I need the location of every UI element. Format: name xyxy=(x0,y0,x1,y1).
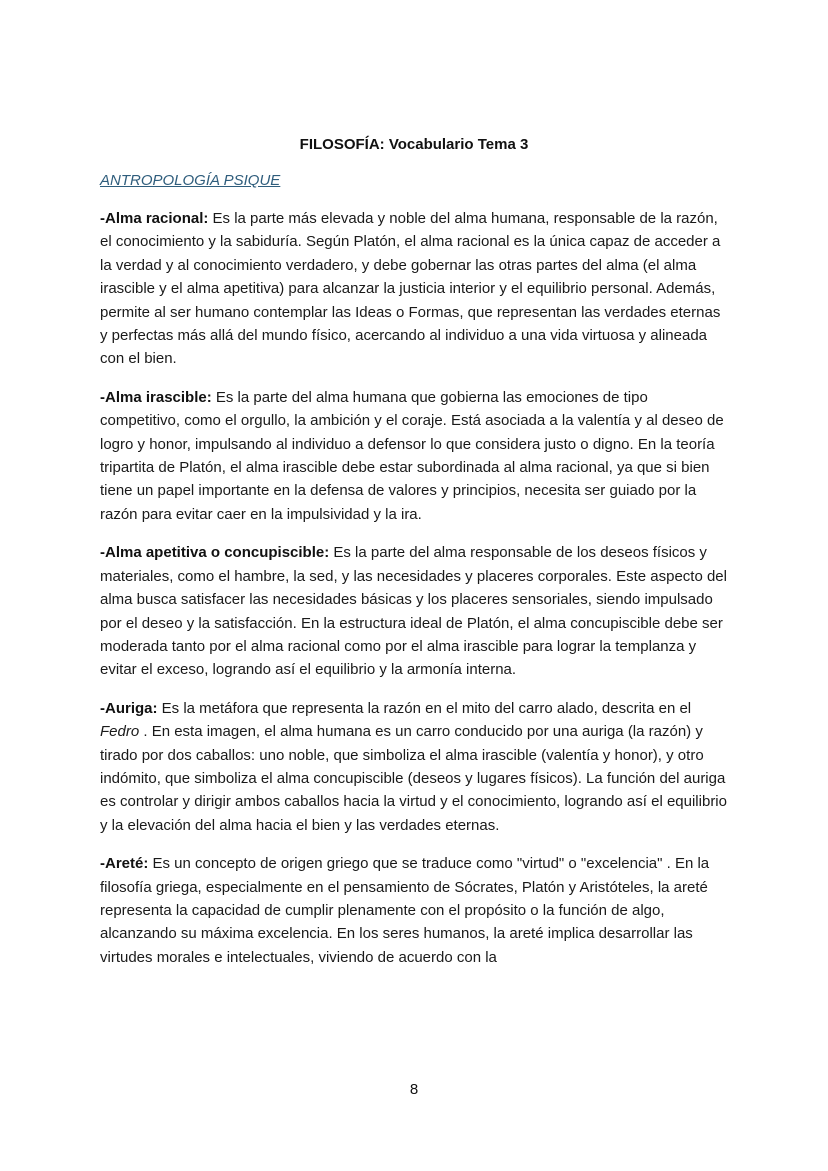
entry-arete xyxy=(100,852,730,969)
section-heading[interactable]: ANTROPOLOGÍA PSIQUE xyxy=(100,172,281,189)
term-label: -Alma apetitiva o concupiscible: xyxy=(100,544,330,562)
term-label: -Areté: xyxy=(100,855,149,873)
definition-text: Es la parte más elevada y noble del alma humana, responsable de la razón, el conocimiento y la sabiduría. Según Platón, el alma racional es la única capaz de acceder a la verdad y al conocimiento verdadero, y debe gobernar las otras partes del alma (el alma irascible y el alma apetitiva) para alcanzar la justicia interior y el equilibrio personal. Además, permite al ser humano contemplar las Ideas o Formas, que representan las verdades eternas y perfectas más allá del mundo físico, acercando al individuo a una vida virtuosa y alineada con el bien. xyxy=(100,210,721,368)
page-number: 8 xyxy=(409,1081,419,1098)
definition-text: Es un concepto de origen griego que se traduce como "virtud" o "excelencia" . En la filosofía griega, especialmente en el pensamiento de Sócrates, Platón y Aristóteles, la areté representa la capacidad de cumplir plenamente con el propósito o la función de algo, alcanzando su máxima excelencia. En los seres humanos, la areté implica desarrollar las virtudes morales e intelectuales, viviendo de acuerdo con la xyxy=(100,855,710,966)
entry-alma-irascible xyxy=(100,386,730,526)
work-title: Fedro xyxy=(100,723,140,741)
definition-text: Es la parte del alma responsable de los deseos físicos y materiales, como el hambre, la sed, y las necesidades y placeres corporales. Este aspecto del alma busca satisfacer las necesidades básicas y los placeres sensoriales, siendo impulsado por el deseo y la satisfacción. En la estructura ideal de Platón, el alma concupiscible debe ser moderada tanto por el alma racional como por el alma irascible para lograr la templanza y evitar el exceso, logrando así el equilibrio y la armonía interna. xyxy=(100,544,727,679)
definition-text: Es la parte del alma humana que gobierna las emociones de tipo competitivo, como el orgullo, la ambición y el coraje. Está asociada a la valentía y al deseo de logro y honor, impulsando al individuo a defensor lo que considera justo o digno. En la teoría tripartita de Platón, el alma irascible debe estar subordinada al alma racional, ya que si bien tiene un papel importante en la defensa de valores y principios, necesita ser guiado por la razón para evitar caer en la impulsividad y la ira. xyxy=(100,388,724,523)
entry-auriga xyxy=(100,697,730,837)
definition-text: . En esta imagen, el alma humana es un carro conducido por una auriga (la razón) y tirado por dos caballos: uno noble, que simboliza el alma irascible (valentía y honor), y otro indómito, que simboliza el alma concupiscible (deseos y lugares físicos). La función del auriga es controlar y dirigir ambos caballos hacia la virtud y el conocimiento, logrando así el equilibrio y la elevación del alma hacia el bien y las verdades eternas. xyxy=(100,723,727,834)
term-label: -Alma irascible: xyxy=(100,388,212,406)
vocabulary-list xyxy=(100,207,730,984)
entry-alma-racional xyxy=(100,207,730,371)
definition-text: Es la metáfora que representa la razón en el mito del carro alado, descrita en el xyxy=(157,699,692,717)
term-label: -Auriga: xyxy=(100,699,158,717)
page-title: FILOSOFÍA: Vocabulario Tema 3 xyxy=(299,136,529,153)
term-label: -Alma racional: xyxy=(100,210,209,227)
entry-alma-apetitiva xyxy=(100,541,730,681)
